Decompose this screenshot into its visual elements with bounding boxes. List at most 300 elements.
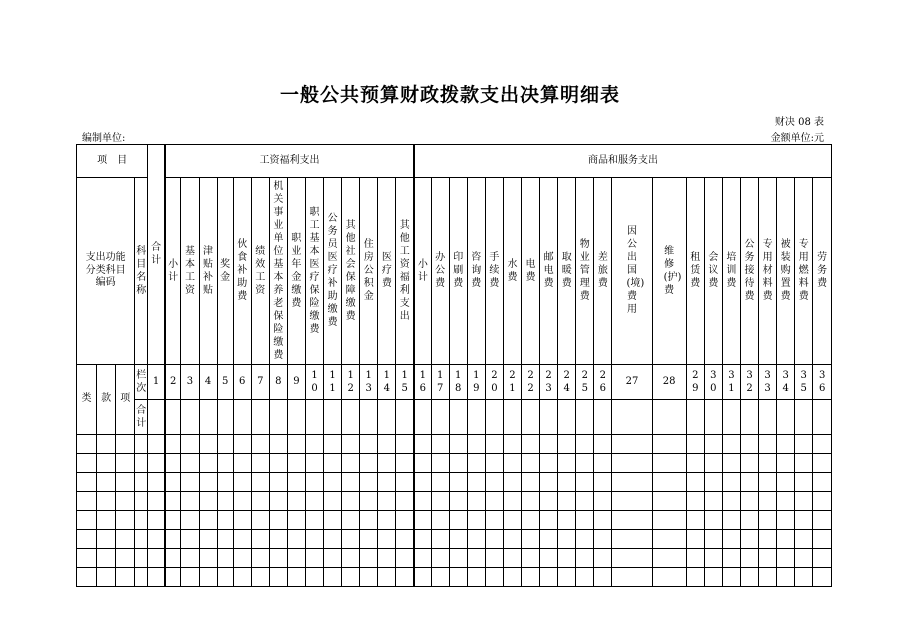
table-cell — [704, 568, 722, 587]
table-cell — [378, 400, 396, 435]
table-cell — [199, 454, 217, 473]
col-number: 23 — [540, 365, 558, 400]
table-cell — [612, 549, 652, 568]
table-cell — [777, 549, 795, 568]
table-cell — [740, 492, 758, 511]
table-cell — [467, 568, 485, 587]
table-cell — [135, 454, 148, 473]
salary-col: 伙食补助费 — [233, 178, 251, 365]
table-cell — [181, 568, 199, 587]
table-cell — [287, 473, 305, 492]
table-cell — [503, 568, 521, 587]
table-cell — [431, 454, 449, 473]
table-cell — [148, 435, 165, 454]
table-cell — [722, 473, 740, 492]
table-cell — [576, 549, 594, 568]
table-cell — [305, 473, 323, 492]
table-cell — [165, 400, 181, 435]
table-cell — [759, 511, 777, 530]
col-number: 32 — [740, 365, 758, 400]
table-cell — [342, 454, 360, 473]
table-cell — [97, 568, 116, 587]
row-col-no-label: 栏次 — [135, 365, 148, 400]
table-cell — [269, 492, 287, 511]
table-cell — [324, 454, 342, 473]
salary-col: 公务员医疗补助缴费 — [324, 178, 342, 365]
table-cell — [77, 435, 97, 454]
col-number: 16 — [414, 365, 431, 400]
col-number: 19 — [467, 365, 485, 400]
table-cell — [287, 511, 305, 530]
table-cell — [217, 435, 233, 454]
table-cell — [165, 530, 181, 549]
blank-rows — [77, 435, 832, 587]
table-cell — [485, 435, 503, 454]
goods-col: 小计 — [414, 178, 431, 365]
table-cell — [199, 473, 217, 492]
table-cell — [612, 530, 652, 549]
table-cell — [522, 511, 540, 530]
table-cell — [305, 492, 323, 511]
table-cell — [77, 511, 97, 530]
col-number: 15 — [396, 365, 414, 400]
table-cell — [199, 435, 217, 454]
table-cell — [342, 435, 360, 454]
table-cell — [181, 400, 199, 435]
table-cell — [77, 530, 97, 549]
table-cell — [540, 400, 558, 435]
table-cell — [540, 511, 558, 530]
table-row — [77, 568, 832, 587]
table-cell — [360, 568, 378, 587]
goods-col: 印刷费 — [449, 178, 467, 365]
table-cell — [217, 492, 233, 511]
table-cell — [795, 511, 813, 530]
table-cell — [795, 568, 813, 587]
table-cell — [777, 492, 795, 511]
table-cell — [795, 492, 813, 511]
col-number: 8 — [269, 365, 287, 400]
table-cell — [740, 400, 758, 435]
table-cell — [540, 473, 558, 492]
table-cell — [251, 473, 269, 492]
table-cell — [97, 435, 116, 454]
table-cell — [540, 454, 558, 473]
header-salary-group: 工资福利支出 — [165, 145, 414, 178]
table-cell — [576, 568, 594, 587]
table-cell — [540, 530, 558, 549]
table-cell — [722, 530, 740, 549]
col-number: 11 — [324, 365, 342, 400]
table-cell — [594, 435, 612, 454]
table-cell — [467, 473, 485, 492]
table-cell — [360, 530, 378, 549]
table-cell — [233, 530, 251, 549]
goods-col: 专用材料费 — [759, 178, 777, 365]
col-number: 33 — [759, 365, 777, 400]
table-cell — [449, 454, 467, 473]
table-cell — [522, 492, 540, 511]
salary-col: 机关事业单位基本养老保险缴费 — [269, 178, 287, 365]
table-cell — [199, 549, 217, 568]
table-cell — [449, 511, 467, 530]
table-cell — [522, 549, 540, 568]
table-cell — [759, 400, 777, 435]
table-cell — [342, 568, 360, 587]
table-cell — [795, 473, 813, 492]
table-cell — [414, 454, 431, 473]
table-cell — [652, 511, 686, 530]
table-cell — [305, 568, 323, 587]
table-cell — [522, 473, 540, 492]
table-cell — [503, 549, 521, 568]
goods-col: 办公费 — [431, 178, 449, 365]
table-cell — [414, 530, 431, 549]
table-cell — [77, 549, 97, 568]
table-cell — [251, 568, 269, 587]
table-cell — [704, 492, 722, 511]
table-row — [77, 511, 832, 530]
table-cell — [431, 400, 449, 435]
table-cell — [414, 492, 431, 511]
table-cell — [287, 400, 305, 435]
table-cell — [652, 530, 686, 549]
table-cell — [740, 549, 758, 568]
table-cell — [378, 435, 396, 454]
table-cell — [414, 400, 431, 435]
table-cell — [686, 454, 704, 473]
col-number: 29 — [686, 365, 704, 400]
table-cell — [813, 400, 832, 435]
table-cell — [233, 400, 251, 435]
table-cell — [795, 530, 813, 549]
table-cell — [722, 454, 740, 473]
table-cell — [251, 400, 269, 435]
table-cell — [759, 549, 777, 568]
table-cell — [467, 435, 485, 454]
table-cell — [217, 400, 233, 435]
table-cell — [740, 435, 758, 454]
table-cell — [135, 511, 148, 530]
table-cell — [287, 568, 305, 587]
table-cell — [97, 511, 116, 530]
page-title: 一般公共预算财政拨款支出决算明细表 — [279, 84, 620, 106]
table-cell — [269, 568, 287, 587]
table-cell — [414, 435, 431, 454]
table-cell — [269, 400, 287, 435]
col-number: 14 — [378, 365, 396, 400]
table-cell — [722, 549, 740, 568]
table-cell — [686, 530, 704, 549]
table-cell — [777, 454, 795, 473]
col-number: 6 — [233, 365, 251, 400]
table-cell — [148, 530, 165, 549]
table-cell — [558, 549, 576, 568]
table-cell — [251, 530, 269, 549]
salary-col: 津贴补贴 — [199, 178, 217, 365]
table-cell — [97, 549, 116, 568]
table-cell — [360, 435, 378, 454]
table-cell — [558, 473, 576, 492]
table-cell — [576, 435, 594, 454]
table-cell — [148, 568, 165, 587]
table-cell — [77, 454, 97, 473]
table-cell — [686, 549, 704, 568]
table-cell — [777, 435, 795, 454]
table-cell — [704, 549, 722, 568]
table-cell — [287, 530, 305, 549]
table-cell — [522, 435, 540, 454]
table-cell — [813, 568, 832, 587]
table-cell — [414, 568, 431, 587]
goods-col: 培训费 — [722, 178, 740, 365]
table-cell — [181, 511, 199, 530]
col-number: 3 — [181, 365, 199, 400]
salary-col: 其他社会保障缴费 — [342, 178, 360, 365]
table-cell — [287, 454, 305, 473]
table-cell — [233, 473, 251, 492]
salary-col: 住房公积金 — [360, 178, 378, 365]
table-cell — [378, 549, 396, 568]
table-cell — [612, 568, 652, 587]
table-cell — [652, 473, 686, 492]
expenditure-detail-table — [76, 144, 832, 587]
col-number: 4 — [199, 365, 217, 400]
table-cell — [324, 530, 342, 549]
table-cell — [777, 511, 795, 530]
table-cell — [813, 492, 832, 511]
table-cell — [813, 454, 832, 473]
table-cell — [77, 568, 97, 587]
table-cell — [485, 473, 503, 492]
table-cell — [217, 568, 233, 587]
table-cell — [414, 511, 431, 530]
table-cell — [686, 435, 704, 454]
table-cell — [431, 492, 449, 511]
col-number: 31 — [722, 365, 740, 400]
goods-col: 邮电费 — [540, 178, 558, 365]
table-cell — [165, 454, 181, 473]
table-cell — [449, 549, 467, 568]
table-cell — [431, 549, 449, 568]
table-cell — [686, 492, 704, 511]
row-item: 项 — [116, 365, 135, 435]
table-cell — [540, 549, 558, 568]
goods-col: 水费 — [503, 178, 521, 365]
table-cell — [396, 435, 414, 454]
table-cell — [467, 549, 485, 568]
table-cell — [148, 511, 165, 530]
goods-col: 劳务费 — [813, 178, 832, 365]
col-number: 13 — [360, 365, 378, 400]
table-cell — [467, 454, 485, 473]
table-cell — [148, 400, 165, 435]
table-row — [77, 530, 832, 549]
table-cell — [652, 568, 686, 587]
col-number: 20 — [485, 365, 503, 400]
table-cell — [722, 400, 740, 435]
goods-col: 租赁费 — [686, 178, 704, 365]
table-cell — [148, 492, 165, 511]
table-cell — [740, 454, 758, 473]
table-cell — [165, 549, 181, 568]
table-cell — [540, 492, 558, 511]
table-cell — [652, 492, 686, 511]
table-cell — [199, 568, 217, 587]
table-cell — [777, 568, 795, 587]
table-cell — [594, 549, 612, 568]
col-number: 36 — [813, 365, 832, 400]
header-subject-name: 科目名称 — [135, 178, 148, 365]
table-cell — [759, 435, 777, 454]
table-cell — [116, 473, 135, 492]
salary-col: 职工基本医疗保险缴费 — [305, 178, 323, 365]
table-cell — [740, 473, 758, 492]
table-cell — [740, 530, 758, 549]
table-cell — [467, 530, 485, 549]
goods-col: 公务接待费 — [740, 178, 758, 365]
table-cell — [449, 492, 467, 511]
table-cell — [251, 549, 269, 568]
goods-col: 被装购置费 — [777, 178, 795, 365]
table-cell — [165, 568, 181, 587]
col-number: 7 — [251, 365, 269, 400]
table-cell — [652, 400, 686, 435]
table-cell — [414, 549, 431, 568]
table-cell — [360, 473, 378, 492]
table-cell — [269, 435, 287, 454]
table-cell — [396, 400, 414, 435]
table-cell — [612, 492, 652, 511]
table-cell — [652, 549, 686, 568]
table-cell — [378, 568, 396, 587]
table-cell — [594, 568, 612, 587]
table-cell — [233, 435, 251, 454]
table-cell — [251, 454, 269, 473]
table-cell — [795, 400, 813, 435]
table-cell — [795, 454, 813, 473]
table-cell — [199, 400, 217, 435]
header-function-code: 支出功能分类科目编码 — [77, 178, 135, 365]
table-cell — [503, 511, 521, 530]
table-cell — [396, 549, 414, 568]
table-cell — [305, 454, 323, 473]
goods-col: 电费 — [522, 178, 540, 365]
table-cell — [612, 511, 652, 530]
table-cell — [233, 454, 251, 473]
table-cell — [360, 454, 378, 473]
table-cell — [396, 473, 414, 492]
col-number: 17 — [431, 365, 449, 400]
table-cell — [740, 568, 758, 587]
table-cell — [342, 511, 360, 530]
table-cell — [704, 511, 722, 530]
table-cell — [217, 454, 233, 473]
table-cell — [148, 473, 165, 492]
table-cell — [269, 549, 287, 568]
table-row — [77, 549, 832, 568]
table-cell — [342, 530, 360, 549]
col-number: 27 — [612, 365, 652, 400]
table-cell — [795, 435, 813, 454]
table-cell — [704, 473, 722, 492]
col-number: 18 — [449, 365, 467, 400]
table-cell — [181, 473, 199, 492]
table-cell — [449, 400, 467, 435]
table-cell — [576, 511, 594, 530]
table-cell — [686, 511, 704, 530]
table-cell — [305, 435, 323, 454]
table-cell — [558, 454, 576, 473]
header-total: 合计 — [148, 145, 165, 365]
salary-col: 奖金 — [217, 178, 233, 365]
header-item: 项 目 — [77, 145, 148, 178]
table-cell — [324, 549, 342, 568]
table-cell — [287, 492, 305, 511]
table-cell — [594, 492, 612, 511]
table-cell — [813, 435, 832, 454]
table-row — [77, 473, 832, 492]
table-cell — [503, 530, 521, 549]
table-cell — [135, 492, 148, 511]
row-section: 款 — [97, 365, 116, 435]
compiled-by-label: 编制单位: — [82, 133, 126, 144]
table-cell — [324, 511, 342, 530]
table-cell — [813, 530, 832, 549]
table-cell — [686, 400, 704, 435]
goods-col: 取暖费 — [558, 178, 576, 365]
table-cell — [431, 473, 449, 492]
table-cell — [813, 549, 832, 568]
table-cell — [233, 511, 251, 530]
table-cell — [558, 530, 576, 549]
table-cell — [360, 549, 378, 568]
table-cell — [396, 530, 414, 549]
salary-col: 小计 — [165, 178, 181, 365]
table-cell — [116, 435, 135, 454]
table-cell — [217, 473, 233, 492]
goods-col: 差旅费 — [594, 178, 612, 365]
table-cell — [576, 473, 594, 492]
goods-col: 咨询费 — [467, 178, 485, 365]
amount-unit-label: 金额单位:元 — [770, 133, 824, 144]
table-cell — [269, 511, 287, 530]
table-cell — [116, 568, 135, 587]
table-cell — [342, 549, 360, 568]
table-cell — [135, 435, 148, 454]
table-cell — [135, 568, 148, 587]
table-cell — [704, 530, 722, 549]
table-cell — [305, 511, 323, 530]
table-cell — [449, 473, 467, 492]
table-cell — [378, 530, 396, 549]
table-cell — [233, 568, 251, 587]
table-cell — [576, 492, 594, 511]
table-cell — [305, 549, 323, 568]
table-cell — [181, 454, 199, 473]
table-cell — [467, 511, 485, 530]
table-cell — [233, 549, 251, 568]
goods-col: 维修(护)费 — [652, 178, 686, 365]
form-number: 财决 08 表 — [774, 117, 824, 128]
table-cell — [652, 435, 686, 454]
table-cell — [116, 511, 135, 530]
table-cell — [777, 530, 795, 549]
table-cell — [759, 454, 777, 473]
table-cell — [360, 511, 378, 530]
table-cell — [217, 511, 233, 530]
table-cell — [594, 530, 612, 549]
